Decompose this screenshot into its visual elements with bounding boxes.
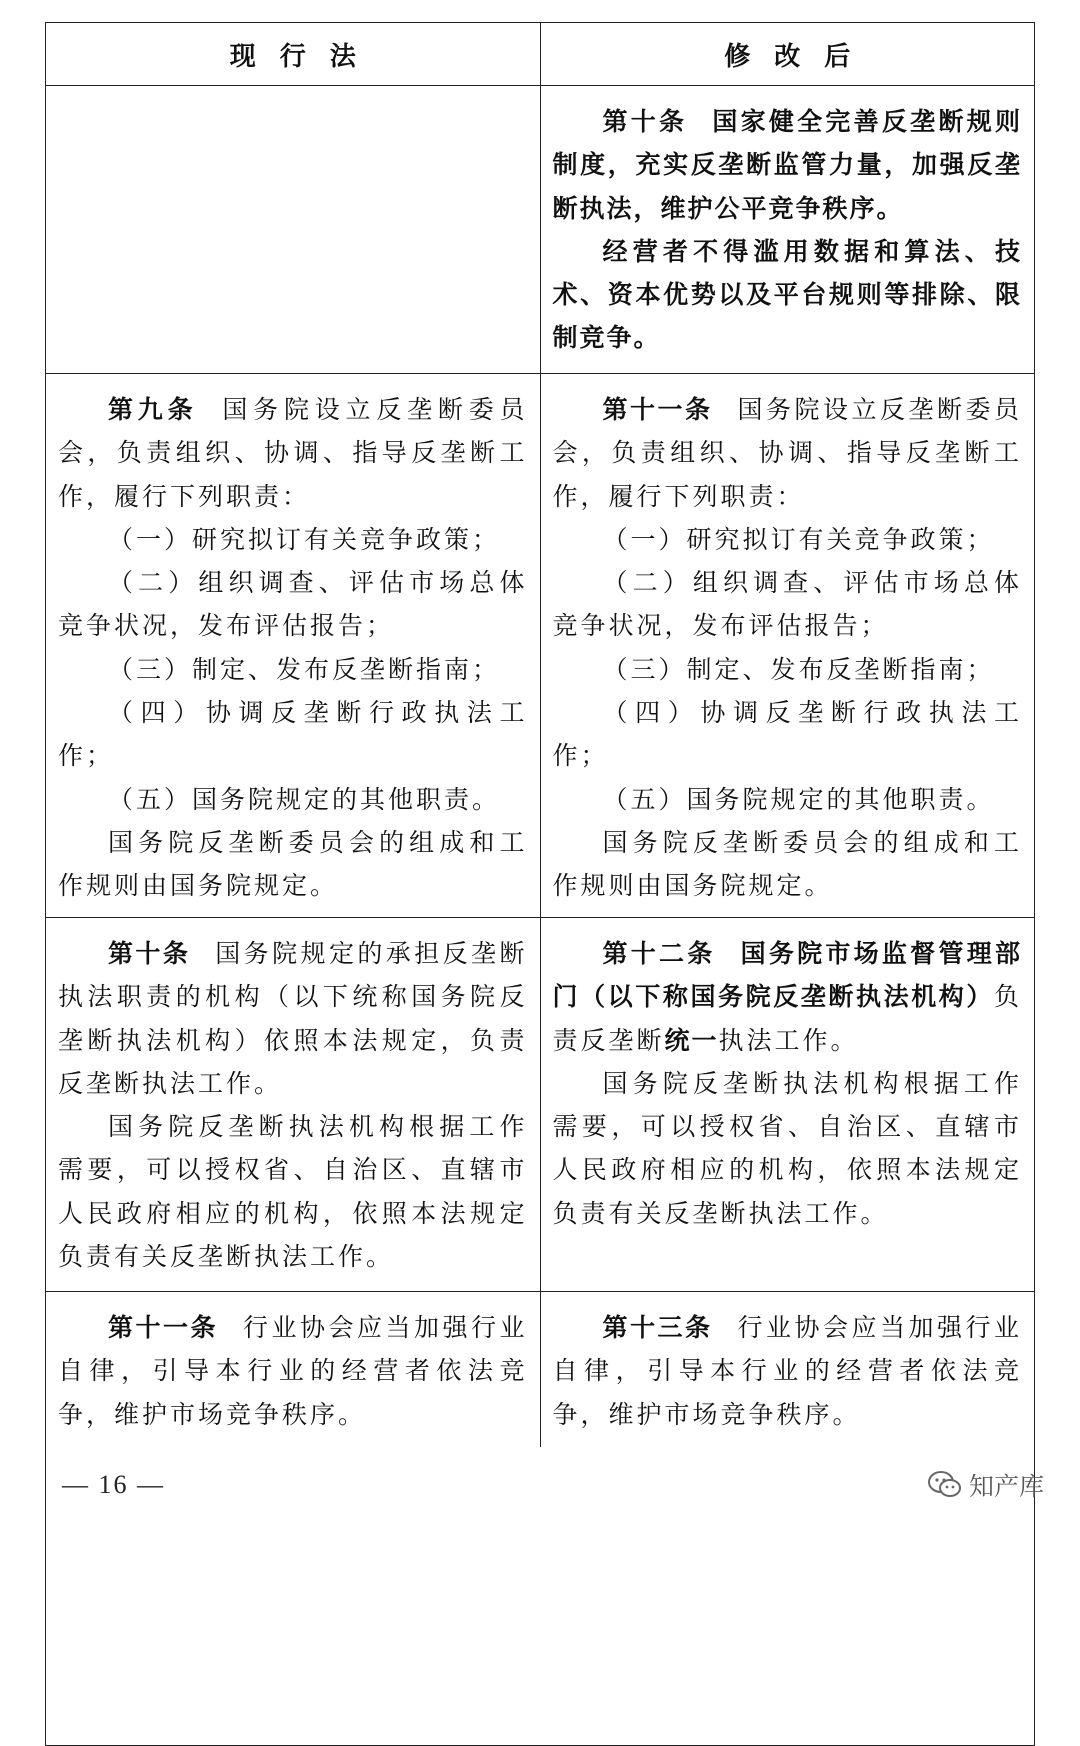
article-text-bold: 国务院市场监督管理部门（以下称国务院反垄断执法机构） (552, 939, 1022, 1012)
article-text: 国家健全完善反垄断规则制度，充实反垄断监管力量，加强反垄断执法，维护公平竞争秩序。 (552, 107, 1022, 223)
article-text: 国务院设立反垄断委员会，负责组织、协调、指导反垄断工作，履行下列职责： (58, 395, 528, 511)
article-number: 第九条 (108, 395, 198, 424)
comparison-table (45, 22, 1035, 1746)
current-cell (46, 918, 541, 1291)
list-item: （二）组织调查、评估市场总体竞争状况，发布评估报告； (552, 568, 1022, 641)
article-text: 经营者不得滥用数据和算法、技术、资本优势以及平台规则等排除、限制竞争。 (552, 236, 1022, 353)
revised-cell (541, 918, 1035, 1291)
article-paragraph (553, 100, 1023, 230)
revised-cell (541, 1292, 1035, 1447)
page-number: — 16 — (62, 1470, 165, 1499)
list-item: （四）协调反垄断行政执法工作； (552, 698, 1022, 771)
article-paragraph: 国务院反垄断委员会的组成和工作规则由国务院规定。 (58, 827, 528, 901)
article-paragraph (553, 1306, 1023, 1436)
current-cell (46, 86, 541, 373)
article-paragraph: 国务院反垄断委员会的组成和工作规则由国务院规定。 (552, 827, 1022, 901)
watermark (927, 1467, 1044, 1503)
article-paragraph: 国务院反垄断执法机构根据工作需要，可以授权省、自治区、直辖市人民政府相应的机构，依照本法规定负责有关反垄断执法工作。 (58, 1112, 528, 1272)
article-number: 第十条 (108, 939, 191, 968)
article-paragraph (58, 1306, 528, 1436)
current-cell (46, 1292, 541, 1447)
list-item: （二）组织调查、评估市场总体竞争状况，发布评估报告； (58, 568, 528, 641)
table-row (46, 1292, 1034, 1447)
article-number: 第十一条 (602, 395, 713, 424)
article-text: 国务院规定的承担反垄断执法职责的机构（以下统称国务院反垄断执法机构）依照本法规定，负责反垄断执法工作。 (58, 939, 528, 1098)
table-header (46, 23, 1034, 86)
article-paragraph (553, 388, 1023, 518)
current-cell (46, 374, 541, 917)
revised-cell (541, 374, 1035, 917)
header-current-law: 现行法 (46, 23, 541, 85)
revised-cell (541, 86, 1035, 373)
article-paragraph (553, 230, 1023, 360)
article-number: 第十条 (602, 107, 688, 136)
list-item: （五）国务院规定的其他职责。 (602, 784, 995, 814)
article-text: 行业协会应当加强行业自律，引导本行业的经营者依法竞争，维护市场竞争秩序。 (552, 1313, 1022, 1429)
wechat-icon (927, 1470, 963, 1500)
article-number: 第十三条 (602, 1313, 713, 1342)
list-item: （一）研究拟订有关竞争政策； (108, 524, 501, 554)
article-paragraph (58, 388, 528, 518)
list-item: （一）研究拟订有关竞争政策； (602, 524, 995, 554)
article-paragraph: 国务院反垄断执法机构根据工作需要，可以授权省、自治区、直辖市人民政府相应的机构，依照本法规定负责有关反垄断执法工作。 (552, 1068, 1022, 1228)
article-text: 执法工作。 (718, 1025, 859, 1055)
article-number: 第十二条 (602, 939, 716, 968)
table-row (46, 918, 1034, 1292)
header-revised-law: 修改后 (724, 41, 875, 72)
article-paragraph (553, 932, 1023, 1062)
article-paragraph (58, 932, 528, 1105)
table-row (46, 374, 1034, 918)
article-text-bold: 统一 (664, 1025, 719, 1055)
list-item: （五）国务院规定的其他职责。 (108, 784, 501, 814)
table-row (46, 86, 1034, 374)
article-text: 国务院设立反垄断委员会，负责组织、协调、指导反垄断工作，履行下列职责： (552, 395, 1022, 511)
list-item: （三）制定、发布反垄断指南； (108, 654, 501, 684)
article-number: 第十一条 (108, 1313, 218, 1342)
article-text: 负责反垄断 (552, 982, 1022, 1055)
article-text: 行业协会应当加强行业自律，引导本行业的经营者依法竞争，维护市场竞争秩序。 (58, 1313, 528, 1429)
list-item: （四）协调反垄断行政执法工作； (58, 698, 528, 771)
watermark-text: 知产库 (968, 1472, 1044, 1501)
list-item: （三）制定、发布反垄断指南； (602, 654, 995, 684)
